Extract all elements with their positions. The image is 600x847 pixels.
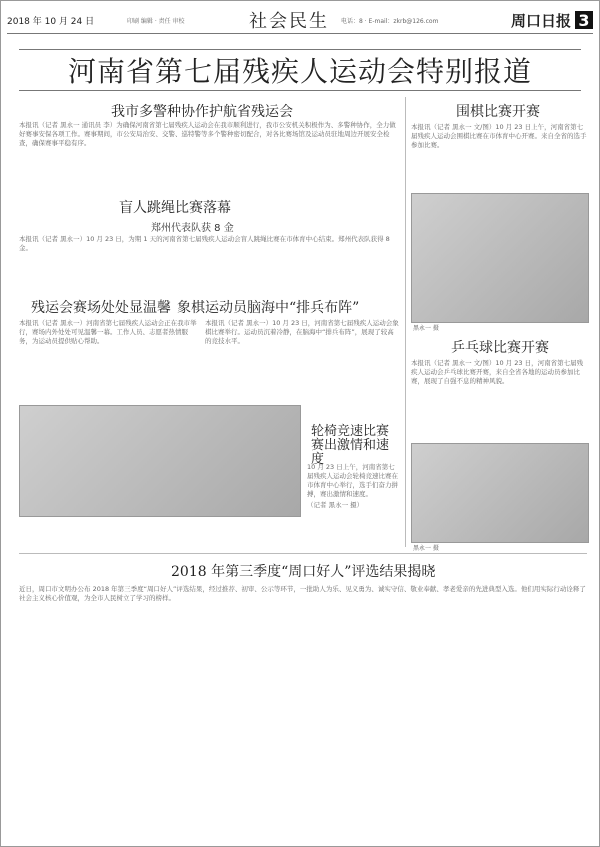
article-body-go: 本报讯（记者 黑永一 文/图）10 月 23 日上午，河南省第七届残疾人运动会围棋比赛在市体育中心开赛。来自全省的选手参加比赛。 bbox=[411, 123, 587, 149]
article-body-wheelchair: 10 月 23 日上午，河南省第七届残疾人运动会轮椅竞速比赛在市体育中心举行，选手们奋力拼搏，赛出激情和速度。 （记者 黑永一 摄） bbox=[307, 463, 401, 525]
editor-line: 印刷 编辑 · 责任 审校 bbox=[127, 17, 185, 25]
photo-tabletennis bbox=[411, 443, 589, 543]
article-title-rope: 盲人跳绳比赛落幕 bbox=[119, 200, 231, 216]
article-title-go: 围棋比赛开赛 bbox=[456, 104, 540, 120]
article-body-warmth: 本报讯（记者 黑永一）河南省第七届残疾人运动会正在我市举行，赛场内外处处可见温馨一幕。工作人员、志愿者热情服务，为运动员提供贴心帮助。 bbox=[19, 319, 197, 345]
page-number: 3 bbox=[575, 11, 593, 29]
article-subtitle-rope: 郑州代表队获 8 金 bbox=[151, 223, 234, 234]
article-title-wheelchair: 轮椅竞速比赛 赛出激情和速度 bbox=[311, 424, 390, 467]
main-title: 河南省第七届残疾人运动会特别报道 bbox=[19, 49, 581, 91]
photo-caption-go: 黑永一 摄 bbox=[413, 325, 439, 332]
newspaper-logo: 周口日报 bbox=[510, 11, 571, 30]
section-divider bbox=[19, 553, 587, 554]
page-header bbox=[7, 7, 593, 34]
article-title-good-people: 2018 年第三季度“周口好人”评选结果揭晓 bbox=[171, 564, 436, 580]
photo-caption-tabletennis: 黑永一 摄 bbox=[413, 545, 439, 552]
photo-wheelchair-race bbox=[19, 405, 301, 517]
photo-go-match bbox=[411, 193, 589, 323]
article-body-good-people: 近日，周口市文明办公布 2018 年第三季度“周口好人”评选结果，经过推荐、初审、公示等环节，一批助人为乐、见义勇为、诚实守信、敬业奉献、孝老爱亲的先进典型入选。他们用实际行动诠释了社会主义核心价值观，为全市人民树立了学习的榜样。 bbox=[19, 585, 586, 602]
section-title: 社会民生 bbox=[249, 11, 329, 32]
article-body-tabletennis: 本报讯（记者 黑永一 文/图）10 月 23 日，河南省第七届残疾人运动会乒乓球比赛开赛，来自全省各地的运动员参加比赛，展现了自强不息的精神风貌。 bbox=[411, 359, 584, 385]
issue-date: 2018 年 10 月 24 日 bbox=[7, 16, 95, 27]
column-divider bbox=[405, 97, 406, 547]
article-body-security: 本报讯（记者 黑永一 通讯员 李）为确保河南省第七届残疾人运动会在我市顺利进行，我市公安机关积极作为、多警种协作，全力做好赛事安保各项工作。赛事期间，市公安局治安、交警、巡特警等多个警种密切配合，对各比赛场馆及运动员驻地周边开展安全检查，确保赛事平稳有序。 bbox=[19, 121, 396, 147]
photo-credit-wheelchair: （记者 黑永一 摄） bbox=[307, 501, 364, 509]
article-title-tabletennis: 乒乓球比赛开赛 bbox=[451, 340, 549, 356]
contact-line: 电话：8 · E-mail：zkrb@126.com bbox=[341, 17, 439, 25]
article-title-security: 我市多警种协作护航省残运会 bbox=[111, 104, 293, 120]
article-body-rope: 本报讯（记者 黑永一）10 月 23 日，为期 1 天的河南省第七届残疾人运动会盲人跳绳比赛在市体育中心结束。郑州代表队获得 8 金。 bbox=[19, 235, 390, 252]
article-title-chess: 象棋运动员脑海中“排兵布阵” bbox=[177, 300, 360, 316]
article-title-warmth: 残运会赛场处处显温馨 bbox=[31, 300, 171, 316]
article-body-chess: 本报讯（记者 黑永一）10 月 23 日，河南省第七届残疾人运动会象棋比赛举行。运动员沉着冷静，在脑海中“排兵布阵”，展现了较高的竞技水平。 bbox=[205, 319, 399, 345]
